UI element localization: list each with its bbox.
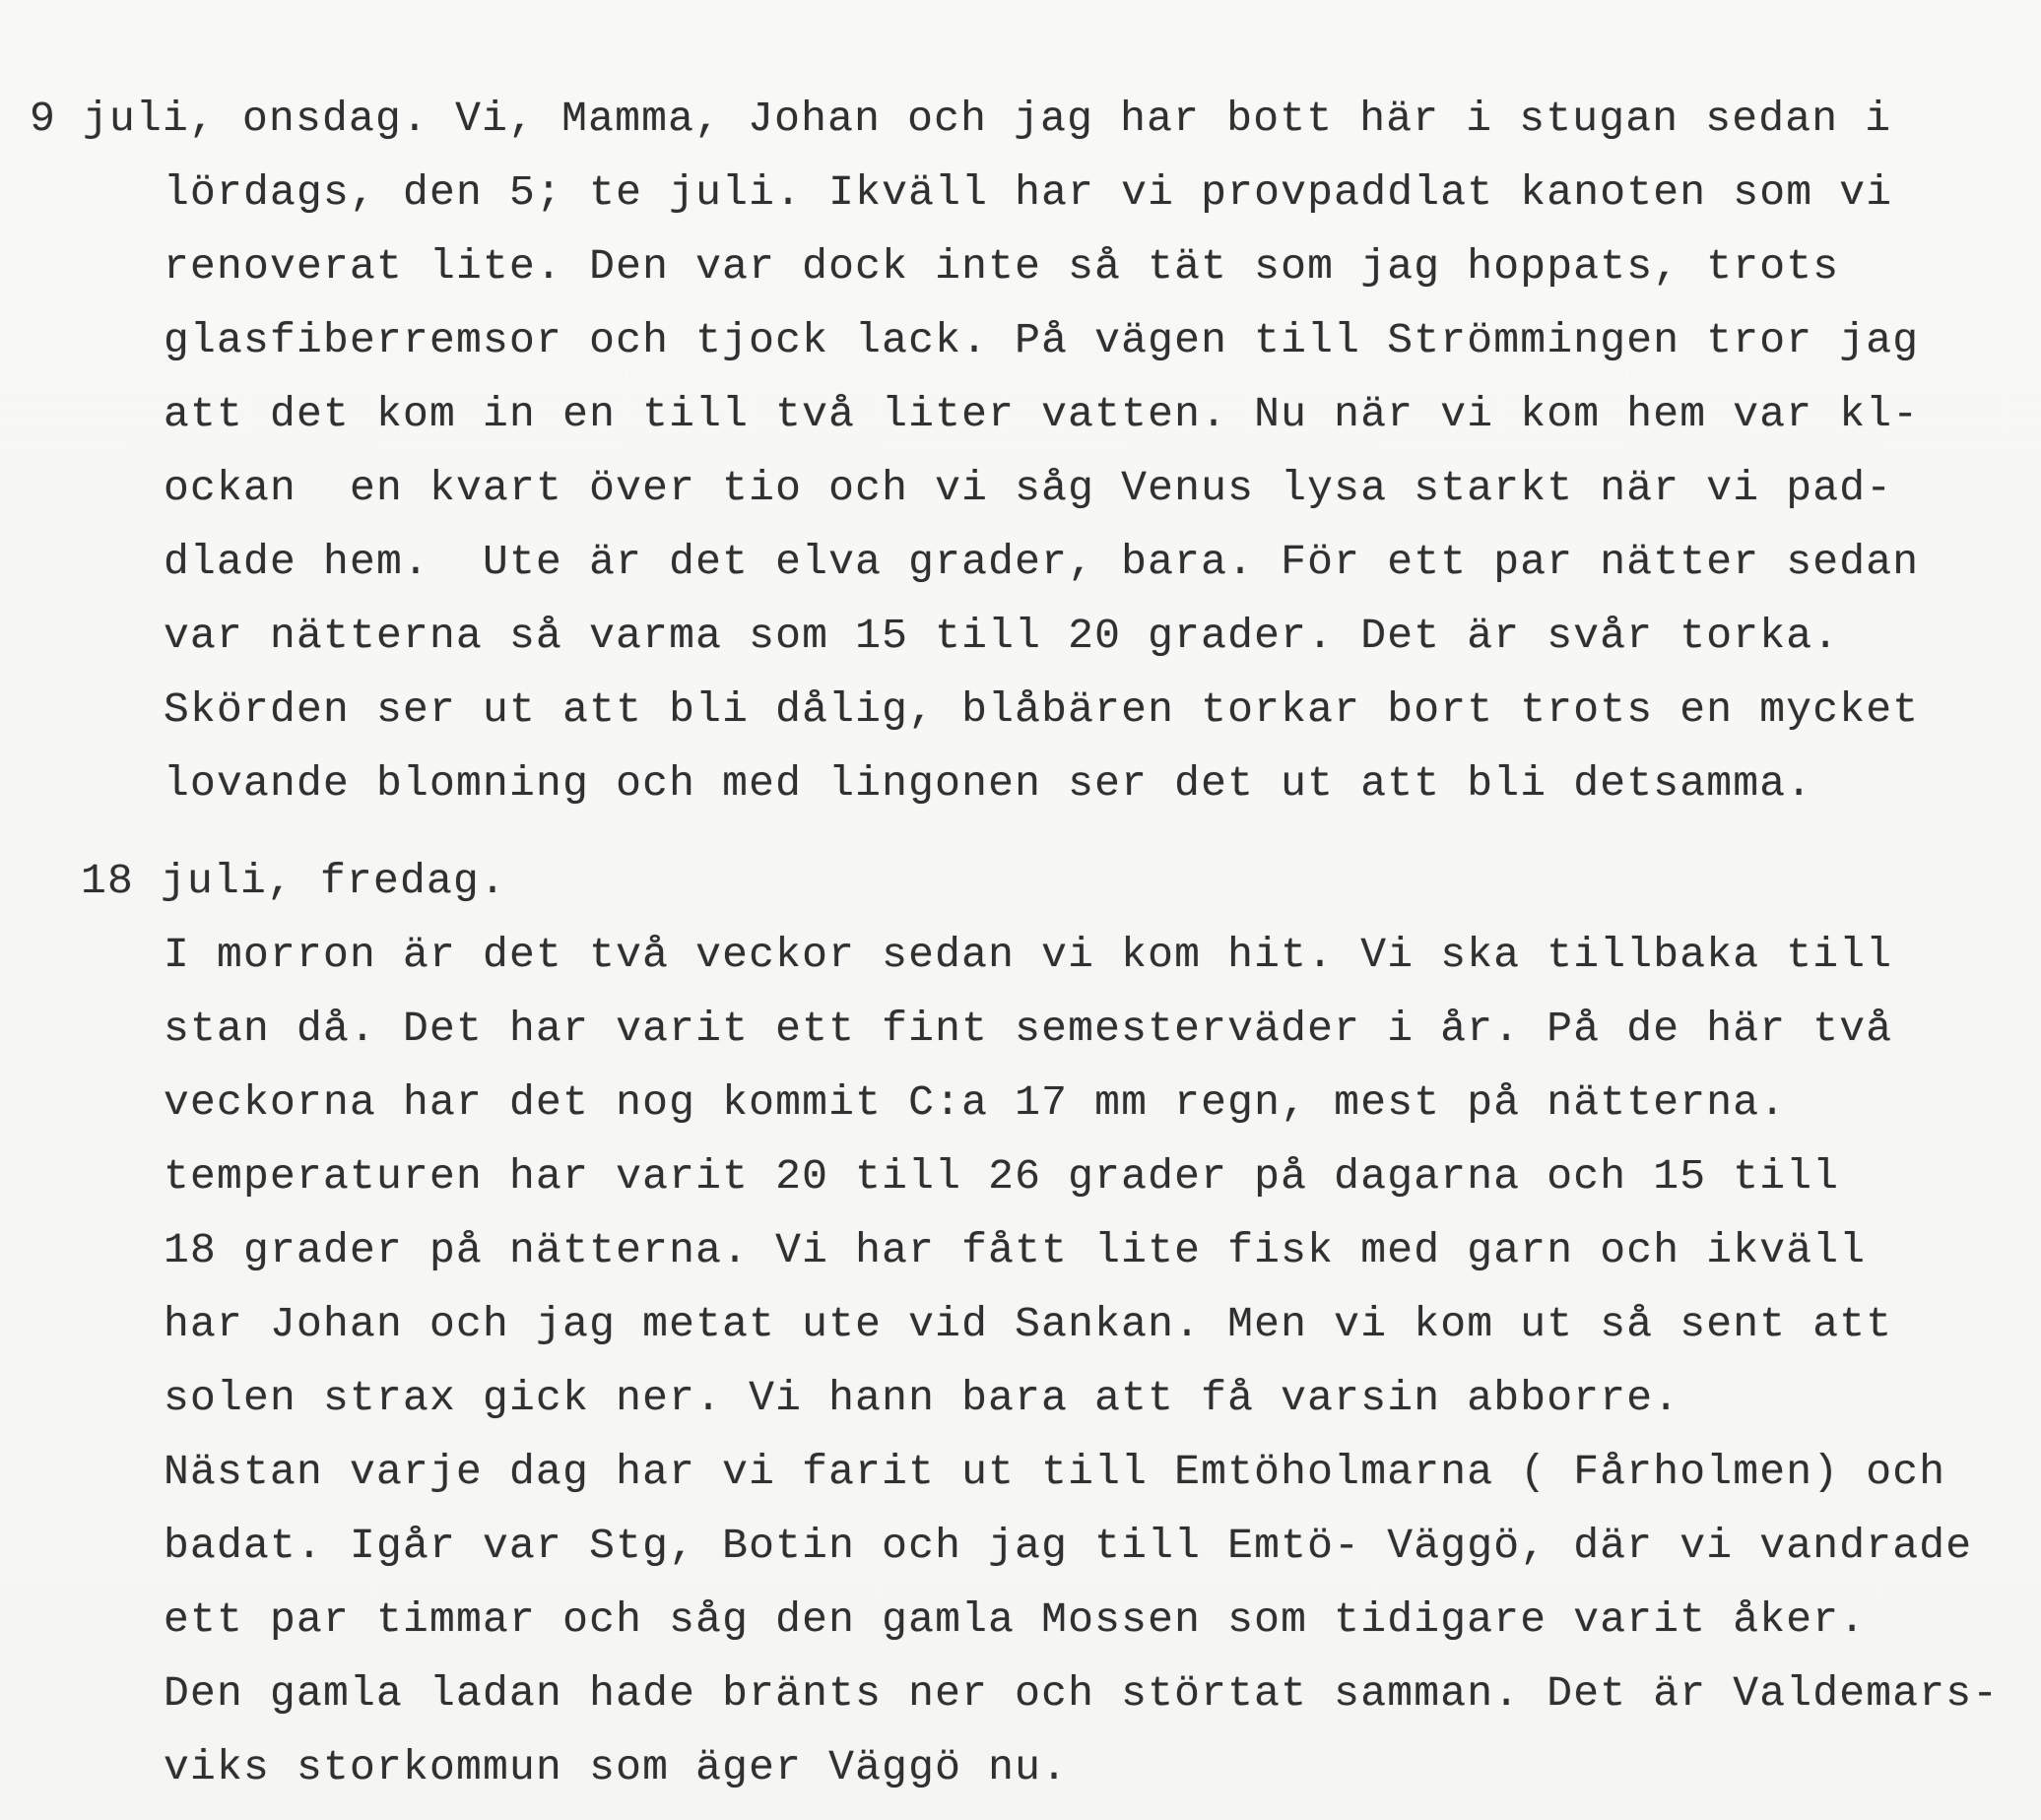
- text-line: var nätterna så varma som 15 till 20 grader. Det är svår torka.: [164, 612, 1840, 660]
- text-line: badat. Igår var Stg, Botin och jag till Emtö- Väggö, där vi vandrade: [164, 1522, 1973, 1570]
- text-line: Nästan varje dag har vi farit ut till Emtöholmarna ( Fårholmen) och: [164, 1448, 1946, 1496]
- text-line: ockan en kvart över tio och vi såg Venus lysa starkt när vi pad-: [164, 464, 1893, 512]
- text-line: veckorna har det nog kommit C:a 17 mm regn, mest på nätterna.: [164, 1078, 1787, 1127]
- text-line: lördags, den 5; te juli. Ikväll har vi provpaddlat kanoten som vi: [164, 168, 1893, 217]
- entry-date-heading: 18 juli, fredag.: [81, 857, 507, 905]
- text-line: viks storkommun som äger Väggö nu.: [164, 1743, 1069, 1791]
- text-line: solen strax gick ner. Vi hann bara att få varsin abborre.: [164, 1374, 1680, 1422]
- text-line: I morron är det två veckor sedan vi kom hit. Vi ska tillbaka till: [164, 931, 1893, 979]
- text-line: glasfiberremsor och tjock lack. På vägen till Strömmingen tror jag: [164, 316, 1920, 364]
- text-line: 18 grader på nätterna. Vi har fått lite fisk med garn och ikväll: [164, 1226, 1867, 1274]
- text-line: stan då. Det har varit ett fint semesterväder i år. På de här två: [164, 1005, 1893, 1053]
- text-line: dlade hem. Ute är det elva grader, bara. För ett par nätter sedan: [164, 538, 1920, 586]
- text-line: Den gamla ladan hade bränts ner och störtat samman. Det är Valdemars-: [164, 1669, 2000, 1718]
- text-line: temperaturen har varit 20 till 26 grader på dagarna och 15 till: [164, 1152, 1840, 1201]
- text-line: lovande blomning och med lingonen ser det ut att bli detsamma.: [164, 759, 1813, 808]
- text-line: renoverat lite. Den var dock inte så tät som jag hoppats, trots: [164, 242, 1840, 291]
- text-line: att det kom in en till två liter vatten. Nu när vi kom hem var kl-: [164, 390, 1920, 438]
- text-line: Skörden ser ut att bli dålig, blåbären torkar bort trots en mycket: [164, 685, 1920, 734]
- text-line: 9 juli, onsdag. Vi, Mamma, Johan och jag har bott här i stugan sedan i: [30, 95, 1892, 143]
- text-line: har Johan och jag metat ute vid Sankan. Men vi kom ut så sent att: [164, 1300, 1893, 1348]
- text-line: ett par timmar och såg den gamla Mossen som tidigare varit åker.: [164, 1595, 1867, 1644]
